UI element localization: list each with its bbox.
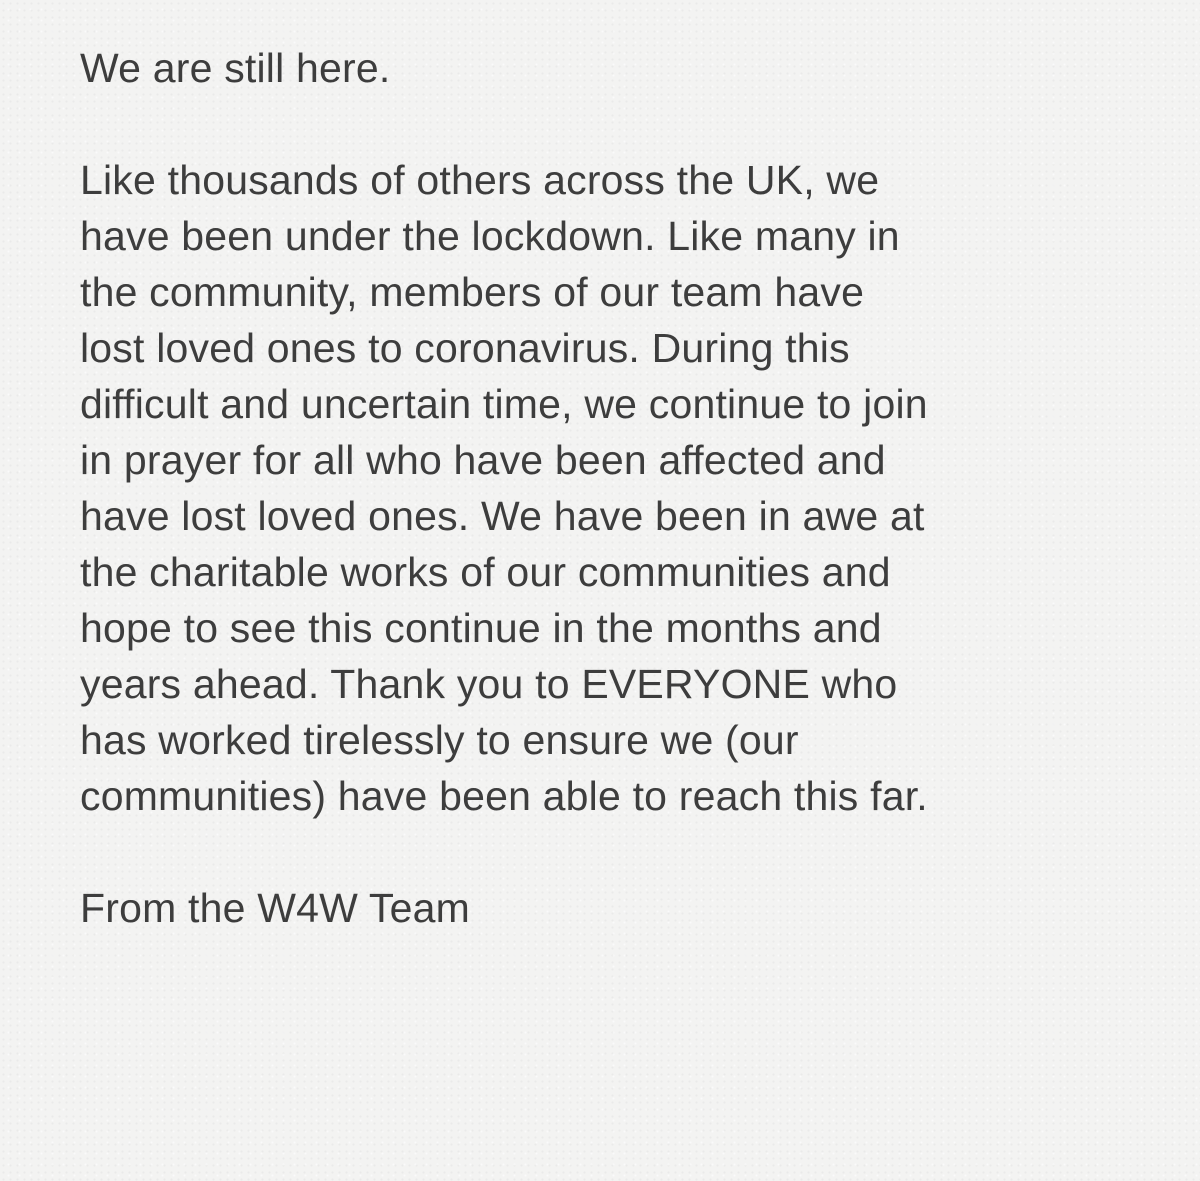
note-page <box>80 40 1180 936</box>
body-line: lost loved ones to coronavirus. During this <box>80 325 850 371</box>
body-line: hope to see this continue in the months and <box>80 605 882 651</box>
body-line: the community, members of our team have <box>80 269 865 315</box>
body-line: the charitable works of our communities and <box>80 549 891 595</box>
body-line: years ahead. Thank you to EVERYONE who <box>80 661 898 707</box>
body-line: Like thousands of others across the UK, we <box>80 157 880 203</box>
body-line: in prayer for all who have been affected and <box>80 437 886 483</box>
body-line: have lost loved ones. We have been in awe at <box>80 493 925 539</box>
body-line: have been under the lockdown. Like many in <box>80 213 900 259</box>
paragraph-gap <box>80 824 1180 880</box>
paragraph-gap <box>80 96 1180 152</box>
body-line: difficult and uncertain time, we continue to join <box>80 381 928 427</box>
note-greeting: We are still here. <box>80 45 391 91</box>
body-line: has worked tirelessly to ensure we (our <box>80 717 799 763</box>
note-signature: From the W4W Team <box>80 885 470 931</box>
body-line: communities) have been able to reach this far. <box>80 773 928 819</box>
